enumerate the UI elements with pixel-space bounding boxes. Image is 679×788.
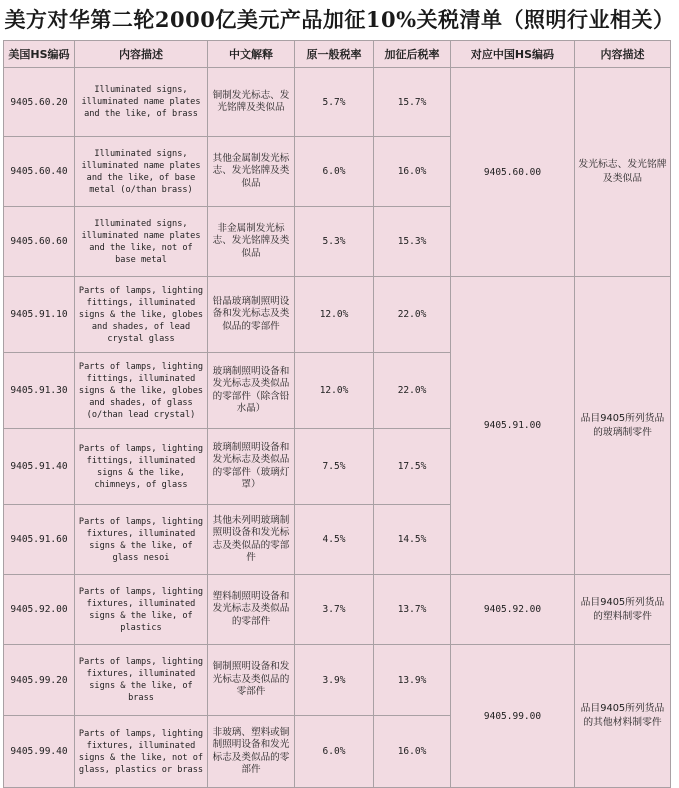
new-rate: 15.7%: [374, 68, 451, 137]
header-chinese-explanation: 中文解释: [208, 41, 295, 68]
table-row: [4, 575, 671, 645]
chinese-explanation: 其他未列明玻璃制照明设备和发光标志及类似品的零部件: [208, 505, 295, 575]
new-rate: 17.5%: [374, 429, 451, 505]
table-row: [4, 68, 671, 137]
original-rate: 4.5%: [295, 505, 374, 575]
chinese-explanation: 非玻璃、塑料或铜制照明设备和发光标志及类似品的零部件: [208, 716, 295, 788]
new-rate: 16.0%: [374, 716, 451, 788]
header-original-rate: 原一般税率: [295, 41, 374, 68]
new-rate: 14.5%: [374, 505, 451, 575]
original-rate: 5.7%: [295, 68, 374, 137]
us-hs-code: 9405.91.30: [4, 353, 75, 429]
english-description: Parts of lamps, lighting fittings, illuminated signs & the like, globes and shades, of lead crystal glass: [75, 277, 208, 353]
page-title: 美方对华第二轮2000亿美元产品加征10%关税清单（照明行业相关）: [4, 7, 675, 32]
table-row: [4, 277, 671, 353]
original-rate: 6.0%: [295, 716, 374, 788]
new-rate: 13.9%: [374, 645, 451, 716]
english-description: Parts of lamps, lighting fixtures, illuminated signs & the like, not of glass, plastics or brass: [75, 716, 208, 788]
tariff-table: [3, 40, 671, 788]
header-new-rate: 加征后税率: [374, 41, 451, 68]
us-hs-code: 9405.99.20: [4, 645, 75, 716]
cn-hs-code: 9405.92.00: [451, 575, 575, 645]
cn-description: 品目9405所列货品的其他材料制零件: [575, 645, 671, 788]
english-description: Parts of lamps, lighting fittings, illuminated signs & the like, chimneys, of glass: [75, 429, 208, 505]
cn-hs-code: 9405.60.00: [451, 68, 575, 277]
english-description: Parts of lamps, lighting fixtures, illuminated signs & the like, of plastics: [75, 575, 208, 645]
new-rate: 15.3%: [374, 207, 451, 277]
cn-description: 发光标志、发光铭牌及类似品: [575, 68, 671, 277]
us-hs-code: 9405.60.20: [4, 68, 75, 137]
new-rate: 16.0%: [374, 137, 451, 207]
cn-description: 品目9405所列货品的塑料制零件: [575, 575, 671, 645]
cn-description: 品目9405所列货品的玻璃制零件: [575, 277, 671, 575]
english-description: Illuminated signs, illuminated name plates and the like, of brass: [75, 68, 208, 137]
new-rate: 22.0%: [374, 353, 451, 429]
chinese-explanation: 其他金属制发光标志、发光铭牌及类似品: [208, 137, 295, 207]
cn-hs-code: 9405.91.00: [451, 277, 575, 575]
us-hs-code: 9405.60.40: [4, 137, 75, 207]
us-hs-code: 9405.91.60: [4, 505, 75, 575]
header-us-hs-code: 美国HS编码: [4, 41, 75, 68]
table-row: [4, 645, 671, 716]
chinese-explanation: 玻璃制照明设备和发光标志及类似品的零部件（除含铅水晶）: [208, 353, 295, 429]
english-description: Parts of lamps, lighting fixtures, illuminated signs & the like, of brass: [75, 645, 208, 716]
english-description: Illuminated signs, illuminated name plates and the like, of base metal (o/than brass): [75, 137, 208, 207]
new-rate: 13.7%: [374, 575, 451, 645]
new-rate: 22.0%: [374, 277, 451, 353]
chinese-explanation: 塑料制照明设备和发光标志及类似品的零部件: [208, 575, 295, 645]
chinese-explanation: 铜制发光标志、发光铭牌及类似品: [208, 68, 295, 137]
us-hs-code: 9405.99.40: [4, 716, 75, 788]
header-cn-description: 内容描述: [575, 41, 671, 68]
header-row: [4, 41, 671, 68]
us-hs-code: 9405.92.00: [4, 575, 75, 645]
original-rate: 3.9%: [295, 645, 374, 716]
original-rate: 5.3%: [295, 207, 374, 277]
chinese-explanation: 玻璃制照明设备和发光标志及类似品的零部件（玻璃灯罩）: [208, 429, 295, 505]
english-description: Illuminated signs, illuminated name plates and the like, not of base metal: [75, 207, 208, 277]
chinese-explanation: 铜制照明设备和发光标志及类似品的零部件: [208, 645, 295, 716]
chinese-explanation: 非金属制发光标志、发光铭牌及类似品: [208, 207, 295, 277]
header-cn-hs-code: 对应中国HS编码: [451, 41, 575, 68]
original-rate: 6.0%: [295, 137, 374, 207]
us-hs-code: 9405.91.40: [4, 429, 75, 505]
us-hs-code: 9405.60.60: [4, 207, 75, 277]
original-rate: 12.0%: [295, 277, 374, 353]
english-description: Parts of lamps, lighting fixtures, illuminated signs & the like, of glass nesoi: [75, 505, 208, 575]
original-rate: 3.7%: [295, 575, 374, 645]
cn-hs-code: 9405.99.00: [451, 645, 575, 788]
original-rate: 12.0%: [295, 353, 374, 429]
chinese-explanation: 铅晶玻璃制照明设备和发光标志及类似品的零部件: [208, 277, 295, 353]
header-description: 内容描述: [75, 41, 208, 68]
us-hs-code: 9405.91.10: [4, 277, 75, 353]
original-rate: 7.5%: [295, 429, 374, 505]
english-description: Parts of lamps, lighting fittings, illuminated signs & the like, globes and shades, of glass (o/than lead crystal): [75, 353, 208, 429]
